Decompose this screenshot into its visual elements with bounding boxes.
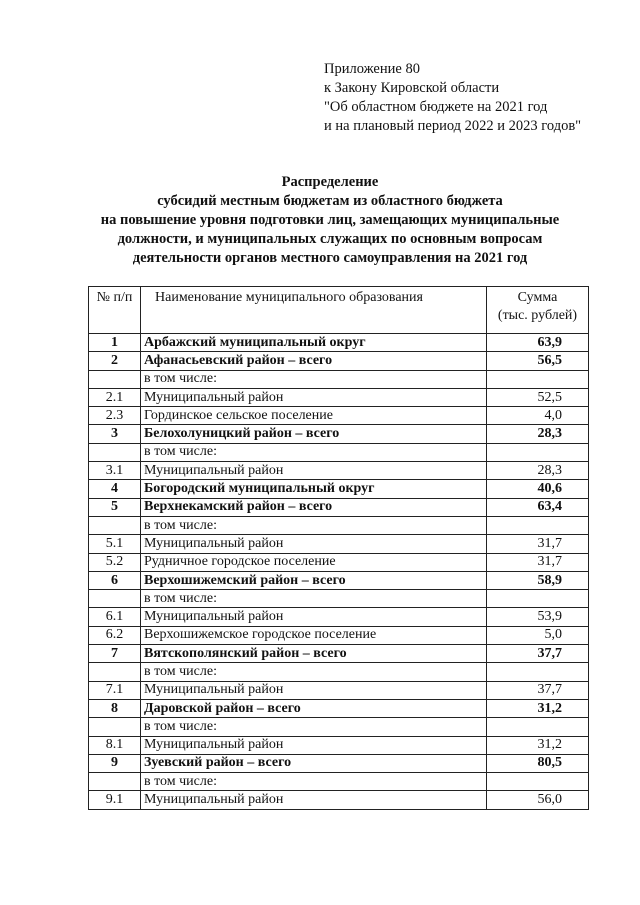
cell-num: 5.1 — [89, 535, 141, 553]
cell-num — [89, 443, 141, 461]
table-row — [89, 754, 589, 772]
cell-num: 8 — [89, 699, 141, 717]
cell-num: 2 — [89, 352, 141, 370]
cell-name: Арбажский муниципальный округ — [141, 334, 487, 352]
cell-num: 7.1 — [89, 681, 141, 699]
cell-sum: 31,7 — [487, 553, 589, 571]
cell-num: 9.1 — [89, 791, 141, 809]
cell-sum: 53,9 — [487, 608, 589, 626]
table-row — [89, 407, 589, 425]
title-line: субсидий местным бюджетам из областного бюджета — [157, 193, 503, 209]
cell-num: 1 — [89, 334, 141, 352]
cell-name: Муниципальный район — [141, 791, 487, 809]
cell-name: Вятскополянский район – всего — [141, 645, 487, 663]
cell-num: 5.2 — [89, 553, 141, 571]
table-row — [89, 571, 589, 589]
cell-num — [89, 773, 141, 791]
table-row — [89, 498, 589, 516]
cell-num — [89, 370, 141, 388]
cell-name: Гординское сельское поселение — [141, 407, 487, 425]
title-line: на повышение уровня подготовки лиц, замещающих муниципальные — [100, 212, 560, 228]
table-row — [89, 608, 589, 626]
cell-num: 2.3 — [89, 407, 141, 425]
subsidy-table — [88, 286, 589, 810]
cell-name: в том числе: — [141, 663, 487, 681]
cell-num — [89, 663, 141, 681]
cell-num: 6 — [89, 571, 141, 589]
cell-name: Муниципальный район — [141, 681, 487, 699]
table-row — [89, 443, 589, 461]
cell-name: Муниципальный район — [141, 535, 487, 553]
cell-sum: 31,2 — [487, 699, 589, 717]
cell-sum: 37,7 — [487, 681, 589, 699]
cell-num: 6.1 — [89, 608, 141, 626]
cell-name: Даровской район – всего — [141, 699, 487, 717]
cell-name: Белохолуницкий район – всего — [141, 425, 487, 443]
table-row — [89, 535, 589, 553]
cell-sum: 28,3 — [487, 425, 589, 443]
cell-sum: 63,4 — [487, 498, 589, 516]
cell-sum: 37,7 — [487, 645, 589, 663]
cell-sum — [487, 516, 589, 534]
table-row — [89, 480, 589, 498]
cell-name: Афанасьевский район – всего — [141, 352, 487, 370]
cell-sum: 80,5 — [487, 754, 589, 772]
cell-name: в том числе: — [141, 718, 487, 736]
cell-name: в том числе: — [141, 516, 487, 534]
cell-name: Муниципальный район — [141, 388, 487, 406]
table-row — [89, 334, 589, 352]
cell-num: 3 — [89, 425, 141, 443]
cell-sum: 40,6 — [487, 480, 589, 498]
cell-sum — [487, 663, 589, 681]
title-line: должности, и муниципальных служащих по основным вопросам — [117, 231, 543, 247]
cell-num: 2.1 — [89, 388, 141, 406]
table-row — [89, 736, 589, 754]
cell-sum — [487, 370, 589, 388]
table-header-row — [89, 287, 589, 334]
cell-name: Муниципальный район — [141, 608, 487, 626]
table-row — [89, 681, 589, 699]
annex-header — [324, 60, 581, 136]
title-line: деятельности органов местного самоуправления на 2021 год — [132, 250, 528, 266]
table-body — [89, 334, 589, 810]
document-title — [60, 173, 600, 268]
cell-num: 7 — [89, 645, 141, 663]
title-line: Распределение — [281, 174, 379, 190]
cell-name: Богородский муниципальный округ — [141, 480, 487, 498]
cell-sum: 56,0 — [487, 791, 589, 809]
cell-name: Муниципальный район — [141, 736, 487, 754]
annex-line: к Закону Кировской области — [324, 80, 500, 96]
cell-name: в том числе: — [141, 590, 487, 608]
cell-sum: 5,0 — [487, 626, 589, 644]
annex-line: "Об областном бюджете на 2021 год — [324, 99, 548, 115]
table-row — [89, 791, 589, 809]
cell-sum: 58,9 — [487, 571, 589, 589]
cell-num: 5 — [89, 498, 141, 516]
table-row — [89, 425, 589, 443]
cell-name: Зуевский район – всего — [141, 754, 487, 772]
table-row — [89, 663, 589, 681]
table-row — [89, 626, 589, 644]
cell-num — [89, 516, 141, 534]
cell-num: 6.2 — [89, 626, 141, 644]
cell-num — [89, 718, 141, 736]
table-row — [89, 590, 589, 608]
table-row — [89, 645, 589, 663]
table-row — [89, 516, 589, 534]
cell-sum: 63,9 — [487, 334, 589, 352]
cell-sum: 31,7 — [487, 535, 589, 553]
cell-name: в том числе: — [141, 370, 487, 388]
cell-sum — [487, 718, 589, 736]
cell-sum: 28,3 — [487, 462, 589, 480]
annex-line: и на плановый период 2022 и 2023 годов" — [324, 118, 582, 134]
cell-sum: 56,5 — [487, 352, 589, 370]
table-row — [89, 462, 589, 480]
cell-sum — [487, 590, 589, 608]
cell-sum — [487, 443, 589, 461]
cell-name: в том числе: — [141, 443, 487, 461]
table-row — [89, 370, 589, 388]
table-row — [89, 388, 589, 406]
cell-name: Верхнекамский район – всего — [141, 498, 487, 516]
table-row — [89, 553, 589, 571]
cell-num: 4 — [89, 480, 141, 498]
cell-name: Верхошижемский район – всего — [141, 571, 487, 589]
header-sum-line1: Сумма — [517, 290, 558, 305]
cell-sum — [487, 773, 589, 791]
table-row — [89, 352, 589, 370]
cell-sum: 31,2 — [487, 736, 589, 754]
table-row — [89, 699, 589, 717]
cell-sum: 52,5 — [487, 388, 589, 406]
cell-name: Рудничное городское поселение — [141, 553, 487, 571]
table-row — [89, 773, 589, 791]
cell-num: 3.1 — [89, 462, 141, 480]
cell-num — [89, 590, 141, 608]
cell-sum: 4,0 — [487, 407, 589, 425]
header-num: № п/п — [89, 287, 141, 334]
cell-num: 9 — [89, 754, 141, 772]
cell-name: Муниципальный район — [141, 462, 487, 480]
header-sum-line2: (тыс. рублей) — [497, 308, 578, 323]
cell-name: Верхошижемское городское поселение — [141, 626, 487, 644]
cell-num: 8.1 — [89, 736, 141, 754]
header-sum — [487, 287, 589, 334]
cell-name: в том числе: — [141, 773, 487, 791]
table-row — [89, 718, 589, 736]
header-name: Наименование муниципального образования — [141, 287, 487, 334]
annex-line: Приложение 80 — [324, 61, 420, 77]
